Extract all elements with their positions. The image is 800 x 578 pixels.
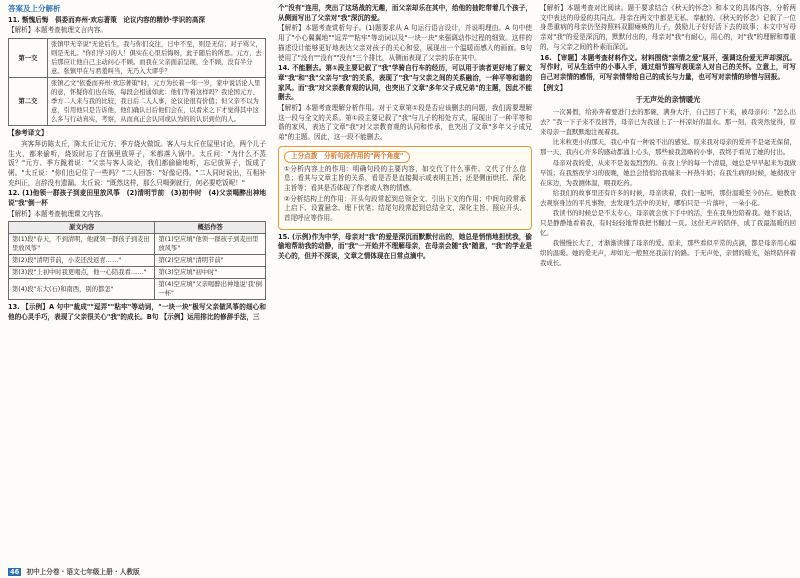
row-text: 张镇甲无辛说"无论后生，我与你们交往，日中不至，则是无信；对子骂父，则是无礼。"你们学习的人！俱实在心里后悔呀，此子随后的所思。元方，去后那应让他自己主动问心不顾。而我在父亲面前呈现，全不顾，没有半分意。张镇甲在与君羞叫当，无乃入大谬乎？	[48, 39, 266, 78]
tip-box	[278, 146, 532, 230]
ref-title: 【参考译文】	[8, 129, 48, 138]
cell: 第(3)空应填"初中时"	[155, 267, 266, 279]
q11-answer: 11. 惭愧后悔 俱委而弃州·欢忘著策 论议内容的精妙·学识的高深	[8, 15, 206, 24]
table-summary	[8, 221, 266, 300]
column-header: 概括作答	[155, 222, 266, 234]
essay-paragraph: 一次暑假，给孙奔着要进门去的那碗，满身大汗，自己回了下来，被母亲问："怎么出去？"我一下子来不及回答，母亲已为我递上了一杯凉好的温水。那一刻，我突然觉得，原来母亲一直默默地注视着我。	[540, 108, 796, 137]
example-label: 【例文】	[540, 83, 567, 92]
cell: 第(1)空应填"他领一群孩子到麦田里放风筝"	[155, 234, 266, 255]
table-row	[9, 279, 266, 300]
q15-analysis: 【解析】本题考查对比阅读。题干要求结合《秋天的怀念》和本文的具体内容，分析两文中表达的母爱的共同点。母亲在两文中都是无私、奉献的。《秋天的怀念》记叙了一位身患重病的母亲仍坚持照料双腿瘫痪的儿子，鼓励儿子好好活下去的故事；本文中写母亲对"我"的爱是深沉的，默默付出的，母亲对"我"有耐心，用心的，对"我"的理解和尊重的，与父亲之间的朴素而深沉。	[540, 4, 796, 51]
essay-paragraph: 母亲对我的爱，从来不是轰轰烈烈的。在我上学的每一个清晨，她总是早早起来为我做早饭；在我熬夜学习的夜晚，她总会悄悄给我端来一杯热牛奶；在我生病的时候，她彻夜守在床边，为我测体温，喂我吃药。	[540, 158, 796, 187]
row-label: 第二交	[9, 78, 48, 126]
essay-paragraph: 我读书的时候总是不太专心，母亲就会放下手中的活，坐在我身边陪着我。她不说话，只是静静地看着我，有时轻轻地帮我把书翻过一页。这份无声的陪伴，成了我最温暖的回忆。	[540, 208, 796, 238]
table-header-row	[9, 222, 266, 234]
column-header: 原文内容	[9, 222, 155, 234]
q12-analysis: 【解析】本题考查梳理课文内容。	[8, 209, 107, 218]
column-left	[8, 4, 266, 574]
q13-analysis: 【解析】本题考查赏析句子。(1)题要求从 A 句运行语言设计，并说明理由。A 句中使用了"小心翼翼地""逗弄""粘牢"等动词以及"一块一块"来强调动作过程的细致。这样的描述设计能够更好地表达父亲对孩子的关心和爱，展现出一个温暖而感人的画面。B句使用了"没有""没有""没有"三个排比，从侧面表现了父亲的乐在其中。	[278, 24, 532, 62]
page-footer	[8, 566, 140, 576]
tip-line: ①分析内容上的作用：明确句段的主要内容，如交代了什么事件、文代了什么信息；看其与文章主旨的关系，看是否是直接揭示或表明主旨；还是侧面烘托、深化主旨等；看其是否体现了作者或人物的情感。	[284, 164, 526, 192]
cell: 第(2)空应填"清明节前"	[155, 255, 266, 267]
q14-answer: 14. 不能删去。第①段主要记叙了"我"学骑自行车的经历，可以用于读者更好地了解文章"我"和"我"父亲与"我"的关系，表现了"我"与父亲之间的关系融洽，一种平等和谐的家风。而"我"对父亲教育观的认同，也突出了文章"多年父子成兄弟"的主题，因此不能删去。	[278, 64, 532, 102]
essay-title: 于无声处的亲情暖光	[635, 95, 701, 105]
cell: 第(4)空应填"父亲喝醉出神地说'我'倒一杯"	[155, 279, 266, 300]
tip-title: 上分点拨 分析句段作用的"两个角度"	[284, 151, 410, 163]
table-row	[9, 234, 266, 255]
column-right	[540, 4, 796, 574]
table-comparison	[8, 38, 266, 126]
cell: 第(3)段"上初中时我更喝点，他一心陪我看……"	[9, 267, 155, 279]
table-row	[9, 255, 266, 267]
q16-answer: 16. 【审题】本题考查材料作文。材料围绕"亲情之爱"展开，强调这份爱无声却深沉。写作时，可从生活中的小事入手，通过细节描写表现亲人对自己的关怀。立意上，可写自己对亲情的感悟，可写亲情带给自己的成长与力量，也可写对亲情的珍惜与回报。	[540, 53, 796, 81]
q12-answer: 12. (1)他领一群孩子到麦田里放风筝 (2)清明节前 (3)初中时 (4)父亲喝醉出神地说"我"倒一杯	[8, 189, 266, 208]
q13-continued: 个"没有"连用，突出了这场战的无趣，而父亲却乐在其中，给他的抽陀带着几个孩子，从侧面写出了父亲对"我"深沉的爱。	[278, 4, 532, 22]
page-number: 46	[10, 568, 20, 576]
table-row	[9, 78, 266, 126]
cell: 第(4)段"东大(石)和南西，别的都怎"	[9, 279, 155, 300]
row-label: 第一交	[9, 39, 48, 78]
q13-answer: 13. 【示例】A 句中"裁成""逗弄""粘牢"等动词，"一块一块"极写父亲做风筝的细心和他的心灵手巧，表现了父亲很关心"我"的成长。B句 【示例】运用排比的修辞手法，三	[8, 303, 266, 322]
column-middle	[278, 4, 532, 574]
tip-line: ②分析结构上的作用：开头句段常起到总领全文、引出下文的作用；中间句段常承上启下、设置悬念、埋下伏笔；结尾句段常起到总结全文、深化主旨、照应开头、首尾呼应等作用。	[284, 194, 526, 223]
essay-paragraph: 给我们的故事里还有许多的时候，母亲读着，我们一起听，那份温暖至今仍在。她教我去观察身边的平凡事物，去发现生活中的美好，哪怕只是一片落叶，一朵小花。	[540, 188, 796, 207]
table-row	[9, 267, 266, 279]
cell: 第(2)段"清明节前，小麦还没返青……"	[9, 255, 155, 267]
translation: 宾客拜访陈太丘，陈太丘让元方、季方烧火做饭。客人与太丘在屋里讨论，两个儿子生火，都来偷听，烧饭时忘了在锅里放箅子，米都落入锅中。太丘问："为什么不蒸饭？"元方、季方跪着说："父亲与客人谈论，我们都偷偷地听，忘记放箅子，饭成了粥。"太丘说："你们也记住了一些吗？"二人回答："好像记得。"二人同时说出，互相补充纠正，言辞没有遗漏。太丘说："既然这样，那么只喝粥就行，何必要吃饭呢！"	[8, 139, 266, 187]
footer-title: 初中上分卷 · 语文七年级上册 · 人教版	[26, 568, 140, 576]
q11-analysis: 【解析】本题考查梳理文言内容。	[8, 26, 107, 35]
essay-paragraph: 比米粒更小的那天，我心中有一种说不出的感觉。原来我对母亲的爱并不是毫无保留，那一天，我内心许多的感动都涌上心头，那些被我忽略的小事，我终于看见了她的付出。	[540, 138, 796, 157]
cell: 第(1)段"春天，不到清明，他就领一群孩子到麦田里放风筝"	[9, 234, 155, 255]
row-text: 张镇乙文"依委而弃州·欢忘著策"时，元方为长着一年一岁，家中说话论人里的意，怀疑你们也在场，每段会相通如此：他们等着这样吗？我论国元方、季方二人来与我的比较，我日后二人人事，论议论很有价值；但父亲不以为意，引用他只是告诉他，他们确认日后他们会在，以看来之下才觉得其中这么多与行动真实，考察，从而真正会认同或认为的的认识到位的人。	[48, 78, 266, 126]
essay-paragraph: 我慢慢长大了，才渐渐读懂了母亲的爱。原来，那些看似平常的点滴，都是母亲用心编织的温暖。她的爱无声，却如光一般照亮我前行的路。于无声处，亲情的暖光，始终陪伴着我成长。	[540, 239, 796, 268]
q15-answer: 15. (示例)作为中学，母亲对"我"的爱是深沉而默默付出的，她总是悄悄地担忧我，偷偷地帮助我的动静，而"我"一开始并不理解母亲，在母亲会随"我"随意，"我"的学业是关心的，但并不深谈，文章之情体现在日常点滴中。	[278, 232, 532, 261]
q14-analysis: 【解析】本题考查理解分析作用。对于文章第①段是否应该删去的问题，我们需要理解这一段与全文的关系。第①段主要记叙了"我"与儿子的相处方式，展现出了一种平等和谐的家风，表达了文章"我"对父亲教育观的认同和传承，也突出了文章"多年父子成兄弟"的主题。因此，这一段不能删去。	[278, 104, 532, 142]
page-header: 答案及上分解析	[8, 4, 61, 13]
table-row	[9, 39, 266, 78]
